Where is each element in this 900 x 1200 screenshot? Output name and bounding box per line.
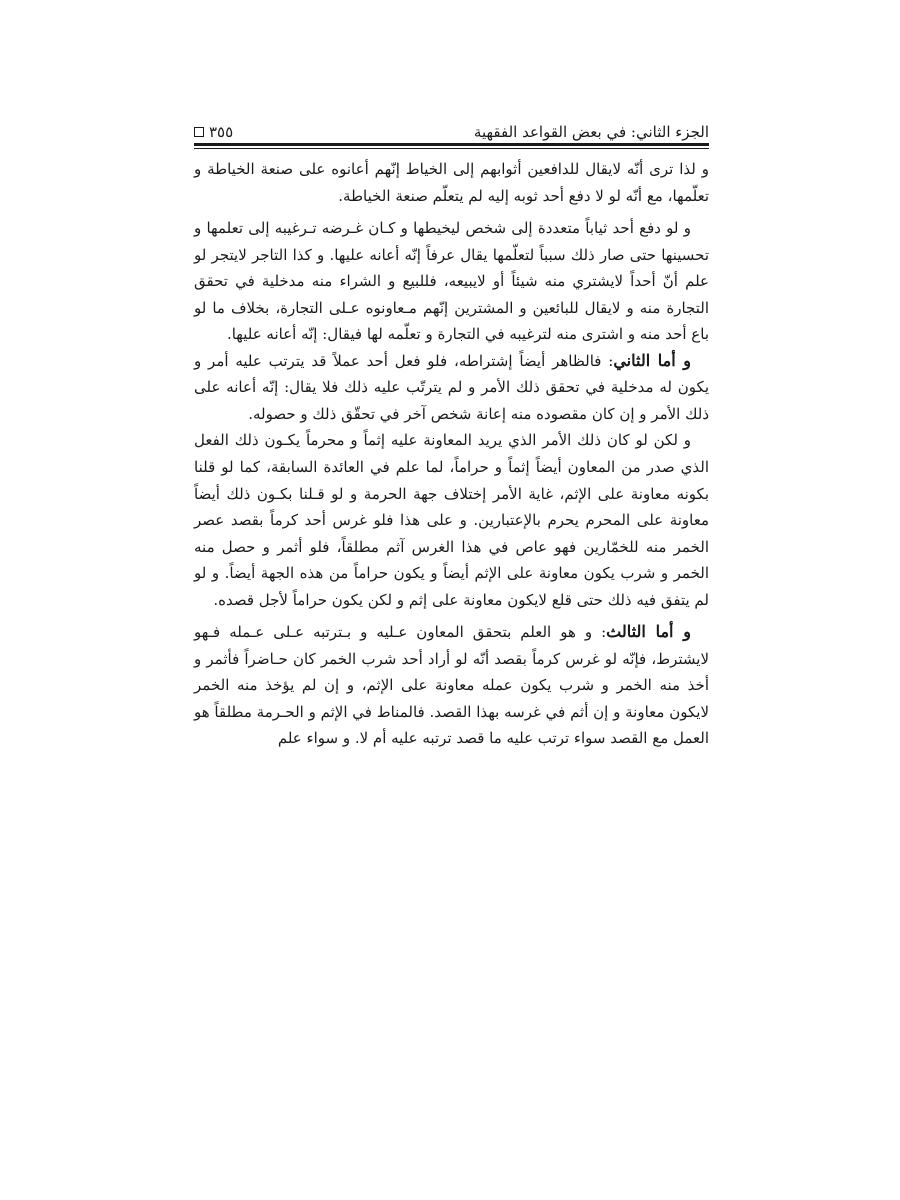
paragraph-3-lead: و أما الثاني [613,350,691,370]
paragraph-1 [194,156,709,209]
page-number: ٣٥٥ [209,123,234,141]
paragraph-5 [194,619,709,752]
paragraph-2 [194,215,709,348]
body-text [194,156,709,752]
header-rule-thick [194,143,709,146]
header-rule-thin [194,148,709,149]
paragraph-5-text: : و هو العلم بتحقق المعاون عـليه و بـترتبه عـلى عـمله فـهو لايشترط، فإنّه لو غرس كرماً بقصد أنّه لو أراد أحد شرب الخمر كان حـاضراً فأثمر و أخذ منه الخمر و شرب يكون عمله معاونة على الإثم، و إن لم يؤخذ منه الخمر لايكون معاونة و إن أثم في غرسه بهذا القصد. فالمناط في الإثم و الحـرمة مطلقاً هو العمل مع القصد سواء ترتب عليه ما قصد ترتبه عليه أم لا. و سواء علم [194,623,709,748]
page-header [194,112,709,142]
paragraph-4-text: و لكن لو كان ذلك الأمر الذي يريد المعاونة عليه إثماً و محرماً يكـون ذلك الفعل الذي صدر من المعاون أيضاً إثماً و حراماً، لما علم في العائدة السابقة، كما لو قلنا بكونه معاونة على الإثم، غاية الأمر إختلاف جهة الحرمة و لو قـلنا بكـون ذلك أيضاً معاونة على المحرم يحرم بالإعتبارين. و على هذا فلو غرس أحد كرماً بقصد عصر الخمر منه للخمّارين فهو عاص في هذا الغرس آثم مطلقاً، فلو أثمر و حصل منه الخمر و شرب يكون معاونة على الإثم أيضاً و يكون حراماً من هذه الجهة أيضاً. و لو لم يتفق فيه ذلك حتى قلع لايكون معاونة على إثم و لكن يكون حراماً لأجل قصده. [194,431,709,609]
paragraph-2-text: و لو دفع أحد ثياباً متعددة إلى شخص ليخيطها و كـان غـرضه تـرغيبه إلى تعلمها و تحسينها حتى صار ذلك سبباً لتعلّمها يقال عرفاً إنّه أعانه عليها. و كذا التاجر لايتجر لو علم أنّ أحداً لايشتري منه شيئاً أو لايبيعه، فللبيع و الشراء منه مدخلية في تحقق التجارة منه و لايقال للبائعين و المشترين إنّهم مـعاونوه عـلى التجارة، بخلاف ما لو باع أحد منه و اشترى منه لترغيبه في التجارة و تعلّمه لها فيقال: إنّه أعانه عليها. [194,219,709,344]
square-outline-icon [194,127,204,137]
page-number-block [194,122,233,142]
paragraph-5-lead: و أما الثالث [606,622,691,642]
paragraph-4 [194,427,709,613]
paragraph-1-text: و لذا ترى أنّه لايقال للدافعين أثوابهم إلى الخياط إنّهم أعانوه على صنعة الخياطة و تعلّمها، مع أنّه لو لا دفع أحد ثوبه إليه لم يتعلّم صنعة الخياطة. [194,160,709,205]
paragraph-3 [194,348,709,428]
paragraph-3-text: : فالظاهر أيضاً إشتراطه، فلو فعل أحد عملاً قد يترتب عليه أمر و يكون له مدخلية في تحقق ذلك الأمر و لم يترتّب عليه ذلك فلا يقال: إنّه أعانه على ذلك الأمر و إن كان مقصوده منه إعانة شخص آخر في تحقّق ذلك و حصوله. [194,351,709,423]
running-title: الجزء الثاني: في بعض القواعد الفقهية [473,123,709,141]
